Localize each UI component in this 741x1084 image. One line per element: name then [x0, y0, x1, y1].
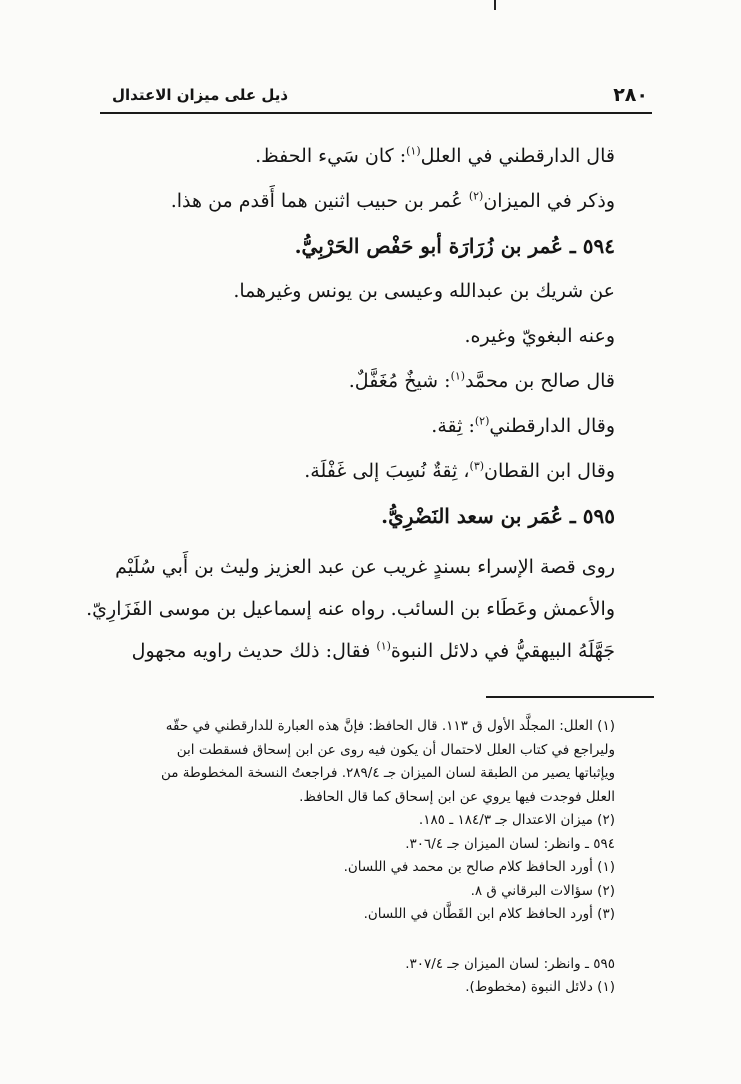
- running-title: ذيل على ميزان الاعتدال: [112, 86, 289, 104]
- entry-heading-594: ٥٩٤ ـ عُمر بن زُرَارَة أبو حَفْص الحَرْبِيُّ.: [294, 234, 615, 258]
- footnote-line: ويإثباتها يصير من الطبقة لسان الميزان جـ ٢٨٩/٤. فراجعتُ النسخة المخطوطة من: [160, 765, 615, 781]
- text-line: وعنه البغويّ وغيره.: [464, 325, 615, 347]
- top-edge-mark: [494, 0, 496, 10]
- footnote-line: ٥٩٤ ـ وانظر: لسان الميزان جـ ٣٠٦/٤.: [405, 835, 615, 852]
- header-rule: [100, 112, 652, 114]
- footnote-ref[interactable]: (١): [376, 639, 391, 653]
- footnote-ref[interactable]: (٣): [469, 459, 485, 473]
- entry-heading-595: ٥٩٥ ـ عُمَر بن سعد النَضْرِيُّ.: [381, 504, 615, 528]
- text-line: عن شريك بن عبدالله وعيسى بن يونس وغيرهما.: [233, 280, 615, 302]
- main-text: [86, 134, 615, 674]
- footnote-ref[interactable]: (١): [406, 144, 421, 158]
- footnote-ref[interactable]: (١): [450, 369, 466, 383]
- footnotes: [92, 715, 615, 1000]
- text-line: وقال ابن القطان$^{(٣)}$، ثِقةٌ نُسِبَ إلى غَفْلَة.: [304, 459, 615, 482]
- text-line: قال صالح بن محمَّد$^{(١)}$: شيخٌ مُغَفَّلٌ.: [348, 369, 615, 392]
- footnote-line: (٢) ميزان الاعتدال جـ ١٨٤/٣ ـ ١٨٥.: [418, 812, 615, 828]
- footnote-line: ٥٩٥ ـ وانظر: لسان الميزان جـ ٣٠٧/٤.: [405, 955, 615, 972]
- footnote-line: (١) أورد الحافظ كلام صالح بن محمد في اللسان.: [343, 859, 615, 875]
- footnote-line: وليراجع في كتاب العلل لاحتمال أن يكون فيه روى عن ابن إسحاق فسقطت ابن: [176, 741, 615, 758]
- footnote-line: (١) دلائل النبوة (مخطوط).: [465, 979, 615, 995]
- text-line: روى قصة الإسراء بسندٍ غريب عن عبد العزيز وليث بن أَبي سُلَيْم: [115, 556, 615, 578]
- page-header: [100, 84, 652, 110]
- text-line: جَهَّلَهُ البيهقيُّ في دلائل النبوة$^{(١)}$ فقال: ذلك حديث راويه مجهول: [131, 639, 615, 662]
- text-line: والأعمش وعَطَاء بن السائب. رواه عنه إسماعيل بن موسى الفَزَارِيّ.: [86, 598, 615, 620]
- footnote-ref[interactable]: (٢): [474, 414, 490, 428]
- footnote-line: (٢) سؤالات البرقاني ق ٨.: [470, 882, 615, 899]
- text-line: وذكر في الميزان$^{(٢)}$ عُمر بن حبيب اثنين هما أَقدم من هذا.: [170, 189, 615, 212]
- footnote-separator: [486, 696, 654, 698]
- footnote-line: (٣) أورد الحافظ كلام ابن القَطَّان في اللسان.: [363, 906, 615, 922]
- footnote-ref[interactable]: (٢): [468, 189, 484, 203]
- text-line: قال الدارقطني في العلل$^{(١)}$: كان سَيء الحفظ.: [255, 144, 615, 167]
- footnote-line: (١) العلل: المجلَّد الأول ق ١١٣. قال الحافظ: فإنَّ هذه العبارة للدارقطني في حقّه: [165, 718, 615, 734]
- text-line: وقال الدارقطني$^{(٢)}$: ثِقة.: [431, 414, 615, 437]
- page-number: ٢٨٠: [613, 84, 648, 106]
- footnote-line: العلل فوجدت فيها يروي عن ابن إسحاق كما قال الحافظ.: [299, 788, 615, 805]
